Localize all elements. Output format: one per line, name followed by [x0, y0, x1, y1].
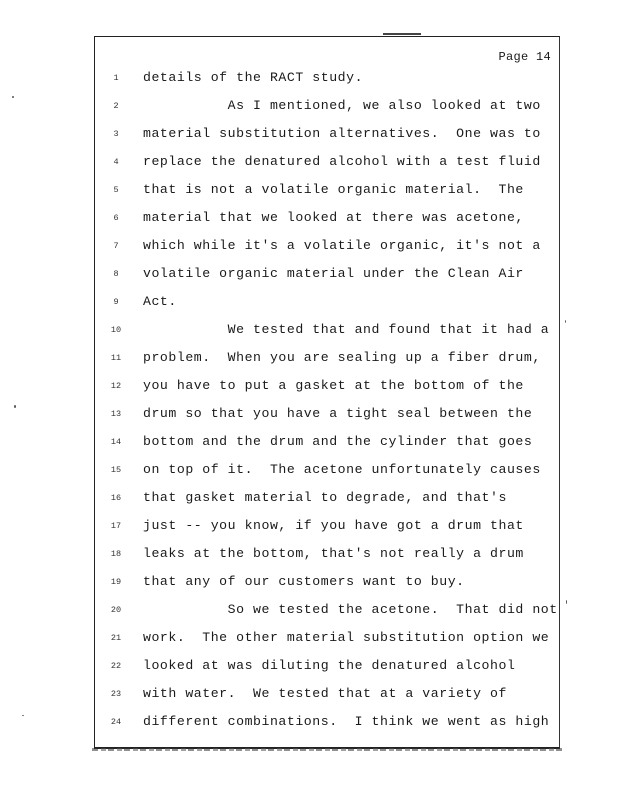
transcript-line: [95, 574, 561, 594]
transcript-line: [95, 462, 561, 482]
line-number: 11: [110, 353, 122, 363]
scan-speck: [12, 96, 14, 98]
transcript-line: [95, 378, 561, 398]
line-text: with water. We tested that at a variety of: [143, 686, 507, 701]
line-number: 5: [113, 185, 119, 195]
transcript-line: [95, 238, 561, 258]
line-text: different combinations. I think we went as high: [143, 714, 550, 729]
line-number: 24: [110, 717, 122, 727]
transcript-line: [95, 98, 561, 118]
line-number: 16: [110, 493, 122, 503]
transcript-line: [95, 434, 561, 454]
transcript-line: [95, 210, 561, 230]
transcript-line: [95, 350, 561, 370]
line-text: material substitution alternatives. One was to: [143, 126, 541, 141]
line-number: 4: [113, 157, 119, 167]
transcript-line: [95, 406, 561, 426]
line-text: that is not a volatile organic material. The: [143, 182, 524, 197]
scan-speck: [22, 715, 24, 716]
scan-speck: [566, 600, 567, 604]
transcript-line: [95, 714, 561, 734]
line-text: Act.: [143, 294, 177, 309]
transcript-line: [95, 630, 561, 650]
scan-mark-top: [383, 33, 421, 35]
line-number: 14: [110, 437, 122, 447]
line-text: just -- you know, if you have got a drum that: [143, 518, 524, 533]
line-number: 1: [113, 73, 119, 83]
scan-noise-bottom: [92, 748, 562, 751]
line-number: 7: [113, 241, 119, 251]
line-text: you have to put a gasket at the bottom of the: [143, 378, 524, 393]
transcript-line: [95, 154, 561, 174]
transcript-line: [95, 322, 561, 342]
line-text: problem. When you are sealing up a fiber drum,: [143, 350, 541, 365]
transcript-line: [95, 490, 561, 510]
line-text: As I mentioned, we also looked at two: [143, 98, 541, 113]
transcript-line: [95, 70, 561, 90]
scan-speck: [14, 405, 16, 408]
line-text: volatile organic material under the Clean Air: [143, 266, 524, 281]
line-number: 10: [110, 325, 122, 335]
line-text: drum so that you have a tight seal between the: [143, 406, 533, 421]
line-text: that any of our customers want to buy.: [143, 574, 465, 589]
transcript-page: [94, 36, 560, 749]
line-text: work. The other material substitution option we: [143, 630, 550, 645]
line-text: We tested that and found that it had a: [143, 322, 550, 337]
line-number: 23: [110, 689, 122, 699]
transcript-line: [95, 546, 561, 566]
transcript-line: [95, 182, 561, 202]
transcript-line: [95, 126, 561, 146]
transcript-line: [95, 658, 561, 678]
line-text: which while it's a volatile organic, it's not a: [143, 238, 541, 253]
line-number: 9: [113, 297, 119, 307]
scan-speck: [565, 320, 566, 323]
line-text: details of the RACT study.: [143, 70, 364, 85]
line-text: replace the denatured alcohol with a test fluid: [143, 154, 541, 169]
line-number: 2: [113, 101, 119, 111]
transcript-line: [95, 602, 561, 622]
transcript-line: [95, 294, 561, 314]
line-text: that gasket material to degrade, and that's: [143, 490, 507, 505]
line-number: 8: [113, 269, 119, 279]
line-text: looked at was diluting the denatured alcohol: [143, 658, 516, 673]
line-number: 15: [110, 465, 122, 475]
line-text: on top of it. The acetone unfortunately causes: [143, 462, 541, 477]
line-number: 22: [110, 661, 122, 671]
line-number: 19: [110, 577, 122, 587]
line-number: 6: [113, 213, 119, 223]
line-number: 21: [110, 633, 122, 643]
line-text: material that we looked at there was acetone,: [143, 210, 524, 225]
transcript-line: [95, 686, 561, 706]
line-text: leaks at the bottom, that's not really a drum: [143, 546, 524, 561]
line-number: 18: [110, 549, 122, 559]
transcript-line: [95, 518, 561, 538]
line-number: 17: [110, 521, 122, 531]
transcript-line: [95, 266, 561, 286]
line-number: 12: [110, 381, 122, 391]
page-number: Page 14: [498, 50, 551, 64]
line-number: 13: [110, 409, 122, 419]
line-number: 20: [110, 605, 122, 615]
line-text: bottom and the drum and the cylinder that goes: [143, 434, 533, 449]
line-text: So we tested the acetone. That did not: [143, 602, 558, 617]
line-number: 3: [113, 129, 119, 139]
